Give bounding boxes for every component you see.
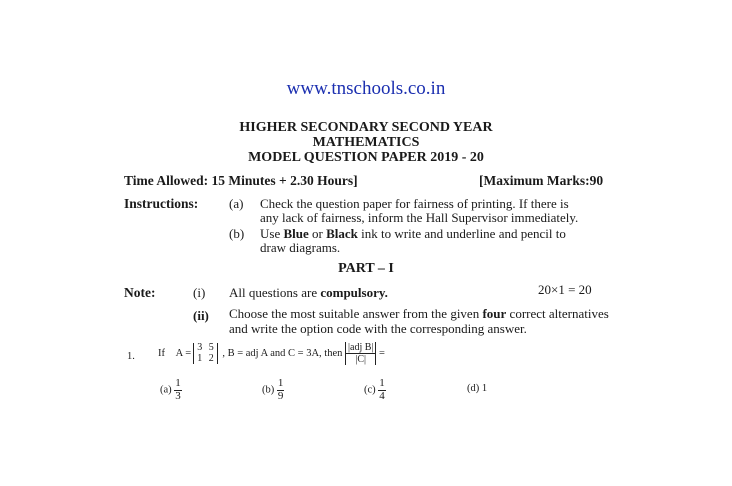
- option-b[interactable]: [262, 378, 284, 402]
- option-d-value: 1: [481, 383, 488, 394]
- question-1-if: If: [158, 347, 165, 359]
- instruction-b-blue: Blue: [283, 226, 309, 241]
- option-b-label: (b): [262, 384, 275, 396]
- fraction-denominator: |C|: [345, 354, 376, 365]
- fraction-numerator: |adj B|: [345, 342, 376, 354]
- option-b-num: 1: [277, 377, 284, 389]
- option-d-label: (d): [467, 383, 480, 394]
- instruction-b-post: ink to write and underline and pencil to: [357, 226, 566, 241]
- question-1-equals: =: [379, 347, 385, 359]
- note-i-bold: compulsory.: [320, 285, 388, 300]
- note-i-text: [229, 285, 388, 301]
- time-allowed: Time Allowed: 15 Minutes + 2.30 Hours]: [124, 173, 358, 188]
- website-url[interactable]: www.tnschools.co.in: [286, 78, 446, 99]
- option-c[interactable]: [364, 378, 386, 402]
- header-line-3: MODEL QUESTION PAPER 2019 - 20: [248, 150, 484, 165]
- matrix-a: [193, 343, 218, 364]
- part-title: PART – I: [338, 261, 394, 276]
- question-1-mid: , B = adj A and C = 3A, then: [222, 347, 343, 359]
- question-1-a-eq: A =: [175, 347, 192, 359]
- note-ii-line1: [229, 306, 609, 322]
- note-i-marks: 20×1 = 20: [538, 282, 592, 297]
- instruction-b-mark: (b): [229, 226, 245, 241]
- question-1-stem: [158, 342, 385, 365]
- instruction-a-line2: any lack of fairness, inform the Hall Supervisor immediately.: [260, 210, 579, 225]
- instruction-b-line2: draw diagrams.: [260, 240, 341, 255]
- note-ii-line2: and write the option code with the corresponding answer.: [229, 321, 527, 336]
- option-b-fraction: [277, 378, 285, 402]
- option-b-den: 9: [277, 389, 284, 402]
- option-c-den: 4: [379, 389, 385, 402]
- matrix-row-2: 1 2: [197, 352, 214, 364]
- note-ii-bold: four: [482, 306, 507, 321]
- instruction-b-or: or: [308, 226, 327, 241]
- option-c-num: 1: [379, 377, 385, 389]
- instruction-a-mark: (a): [229, 196, 244, 211]
- option-c-label: (c): [364, 384, 376, 396]
- note-ii-mark: (ii): [193, 308, 209, 323]
- option-a[interactable]: [160, 378, 182, 402]
- note-i-mark: (i): [193, 285, 206, 300]
- option-d[interactable]: [467, 383, 487, 394]
- option-a-num: 1: [175, 377, 181, 389]
- determinant-fraction: [345, 342, 376, 365]
- instruction-b-black: Black: [326, 226, 358, 241]
- maximum-marks: [Maximum Marks:90: [479, 173, 604, 188]
- note-ii-pre: Choose the most suitable answer from the given: [229, 306, 483, 321]
- option-a-fraction: [174, 378, 182, 402]
- matrix-row-1: 3 5: [197, 342, 214, 353]
- instructions-label: Instructions:: [124, 196, 199, 211]
- note-i-pre: All questions are: [229, 285, 321, 300]
- instruction-a-line1: Check the question paper for fairness of printing. If there is: [260, 196, 569, 211]
- note-label: Note:: [124, 285, 156, 300]
- instruction-b-pre: Use: [260, 226, 284, 241]
- option-c-fraction: [378, 378, 386, 402]
- header-line-2: MATHEMATICS: [312, 135, 420, 150]
- note-ii-post: correct alternatives: [506, 306, 609, 321]
- question-1-number: 1.: [127, 351, 135, 362]
- header-line-1: HIGHER SECONDARY SECOND YEAR: [239, 120, 493, 135]
- option-a-label: (a): [160, 384, 172, 396]
- option-a-den: 3: [175, 389, 181, 402]
